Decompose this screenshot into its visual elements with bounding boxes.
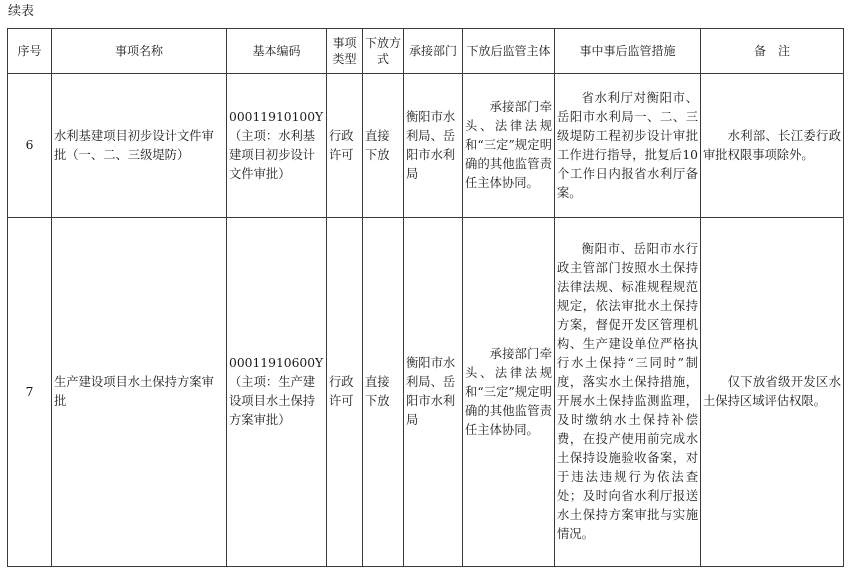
cell-measures: 省水利厅对衡阳市、岳阳市水利局一、二、三级堤防工程初步设计审批工作进行指导，批复后10个工作日内报省水利厅备案。 bbox=[555, 74, 701, 218]
cell-dept: 衡阳市水利局、岳阳市水利局 bbox=[404, 74, 463, 218]
delegation-table bbox=[7, 28, 844, 567]
header-remark: 备 注 bbox=[701, 29, 844, 74]
cell-seq: 6 bbox=[8, 74, 52, 218]
table-header-row bbox=[8, 29, 844, 74]
header-code: 基本编码 bbox=[227, 29, 327, 74]
cell-code: 00011910100Y（主项：水利基建项目初步设计文件审批） bbox=[227, 74, 327, 218]
cell-remark: 水利部、长江委行政审批权限事项除外。 bbox=[701, 74, 844, 218]
header-name: 事项名称 bbox=[52, 29, 227, 74]
header-measures: 事中事后监管措施 bbox=[555, 29, 701, 74]
cell-type: 行政许可 bbox=[327, 74, 363, 218]
cell-type: 行政许可 bbox=[327, 218, 363, 567]
cell-dept: 衡阳市水利局、岳阳市水利局 bbox=[404, 218, 463, 567]
table-caption: 续表 bbox=[8, 4, 35, 19]
cell-name: 生产建设项目水土保持方案审批 bbox=[52, 218, 227, 567]
cell-remark: 仅下放省级开发区水土保持区域评估权限。 bbox=[701, 218, 844, 567]
table-row bbox=[8, 218, 844, 567]
header-method: 下放方式 bbox=[363, 29, 404, 74]
cell-seq: 7 bbox=[8, 218, 52, 567]
cell-name: 水利基建项目初步设计文件审批（一、二、三级堤防） bbox=[52, 74, 227, 218]
cell-subject: 承接部门牵头、法律法规和“三定”规定明确的其他监管责任主体协同。 bbox=[463, 218, 555, 567]
header-seq: 序号 bbox=[8, 29, 52, 74]
cell-subject: 承接部门牵头、法律法规和“三定”规定明确的其他监管责任主体协同。 bbox=[463, 74, 555, 218]
cell-measures: 衡阳市、岳阳市水行政主管部门按照水土保持法律法规、标准规程规范规定，依法审批水土保持方案，督促开发区管理机构、生产建设单位严格执行水土保持“三同时”制度，落实水土保持措施，开展水土保持监测监理，及时缴纳水土保持补偿费，在投产使用前完成水土保持设施验收备案，对于违法违规行为依法查处；及时向省水利厅报送水土保持方案审批与实施情况。 bbox=[555, 218, 701, 567]
header-type: 事项类型 bbox=[327, 29, 363, 74]
header-subject: 下放后监管主体 bbox=[463, 29, 555, 74]
cell-method: 直接下放 bbox=[363, 218, 404, 567]
table-row bbox=[8, 74, 844, 218]
cell-method: 直接下放 bbox=[363, 74, 404, 218]
header-dept: 承接部门 bbox=[404, 29, 463, 74]
cell-code: 00011910600Y（主项：生产建设项目水土保持方案审批） bbox=[227, 218, 327, 567]
